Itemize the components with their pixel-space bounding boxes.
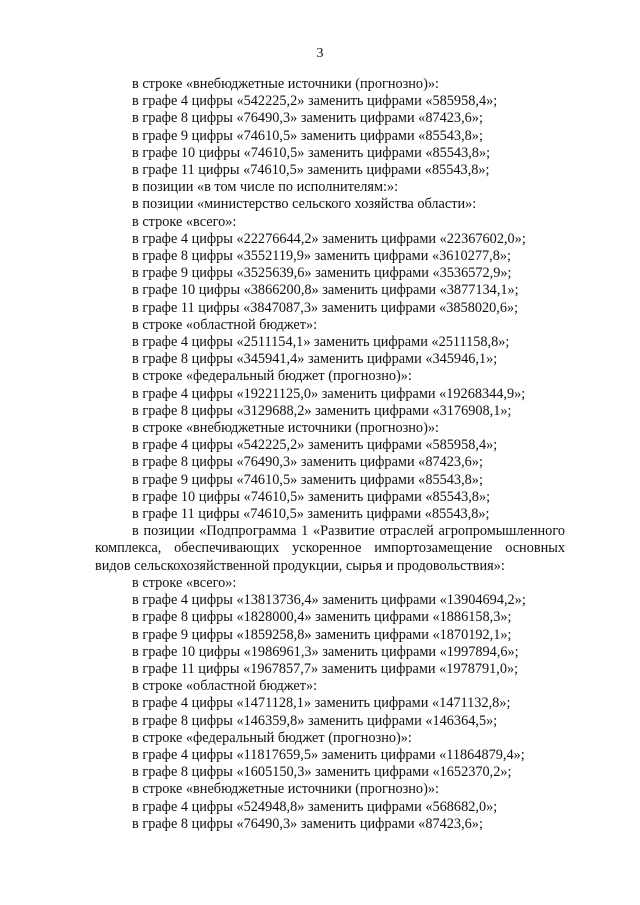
subprogram-paragraph: в позиции «Подпрограмма 1 «Развитие отраслей агропромышленного комплекса, обеспечивающих ускоренное импортозамещение основных видов сельскохозяйственной продукции, сырья и продовольствия»: xyxy=(95,523,565,574)
amendments-block-1 xyxy=(95,76,565,523)
text-line: в графе 4 цифры «2511154,1» заменить цифрами «2511158,8»; xyxy=(132,334,510,351)
text-line: в позиции «министерство сельского хозяйства области»: xyxy=(132,196,477,213)
text-line: в графе 10 цифры «1986961,3» заменить цифрами «1997894,6»; xyxy=(132,643,519,660)
text-line: в графе 11 цифры «74610,5» заменить цифрами «85543,8»; xyxy=(132,506,490,523)
text-line: в графе 4 цифры «1471128,1» заменить цифрами «1471132,8»; xyxy=(132,695,511,712)
text-line: в графе 8 цифры «146359,8» заменить цифрами «146364,5»; xyxy=(132,712,498,729)
text-line: в графе 8 цифры «345941,4» заменить цифрами «345946,1»; xyxy=(132,351,498,368)
text-line: в графе 11 цифры «1967857,7» заменить цифрами «1978791,0»; xyxy=(132,660,519,677)
text-line: в графе 9 цифры «1859258,8» заменить цифрами «1870192,1»; xyxy=(132,626,512,643)
text-line: в графе 8 цифры «76490,3» заменить цифрами «87423,6»; xyxy=(132,110,483,127)
text-line: в графе 9 цифры «74610,5» заменить цифрами «85543,8»; xyxy=(132,471,483,488)
page-number: 3 xyxy=(316,46,324,61)
document-body xyxy=(95,76,565,833)
text-line: в строке «федеральный бюджет (прогнозно)»: xyxy=(132,729,412,746)
text-line: в строке «внебюджетные источники (прогнозно)»: xyxy=(132,76,439,92)
text-line: в строке «внебюджетные источники (прогнозно)»: xyxy=(132,781,439,798)
text-line: в графе 11 цифры «74610,5» заменить цифрами «85543,8»; xyxy=(132,162,490,179)
text-line: в графе 4 цифры «542225,2» заменить цифрами «585958,4»; xyxy=(132,437,498,454)
text-line: в графе 4 цифры «524948,8» заменить цифрами «568682,0»; xyxy=(132,798,498,815)
text-line: в строке «внебюджетные источники (прогнозно)»: xyxy=(132,420,439,437)
text-line: в графе 8 цифры «76490,3» заменить цифрами «87423,6»; xyxy=(132,815,483,832)
text-line: в строке «всего»: xyxy=(132,574,237,591)
text-line: в графе 8 цифры «76490,3» заменить цифрами «87423,6»; xyxy=(132,454,483,471)
text-line: в графе 4 цифры «19221125,0» заменить цифрами «19268344,9»; xyxy=(132,385,526,402)
text-line: в графе 8 цифры «3552119,9» заменить цифрами «3610277,8»; xyxy=(132,248,511,265)
text-line: в графе 10 цифры «74610,5» заменить цифрами «85543,8»; xyxy=(132,144,491,161)
text-line: в строке «областной бюджет»: xyxy=(132,316,318,333)
text-line: в графе 8 цифры «1828000,4» заменить цифрами «1886158,3»; xyxy=(132,609,512,626)
amendments-block-2 xyxy=(95,575,565,833)
text-line: в графе 10 цифры «74610,5» заменить цифрами «85543,8»; xyxy=(132,488,491,505)
text-line: в строке «федеральный бюджет (прогнозно)»: xyxy=(132,368,412,385)
text-line: в графе 9 цифры «3525639,6» заменить цифрами «3536572,9»; xyxy=(132,265,512,282)
text-line: в графе 4 цифры «11817659,5» заменить цифрами «11864879,4»; xyxy=(132,746,525,763)
text-line: в графе 4 цифры «22276644,2» заменить цифрами «22367602,0»; xyxy=(132,230,526,247)
text-line: в строке «всего»: xyxy=(132,213,237,230)
text-line: в графе 4 цифры «542225,2» заменить цифрами «585958,4»; xyxy=(132,93,498,110)
text-line: в графе 8 цифры «1605150,3» заменить цифрами «1652370,2»; xyxy=(132,764,512,781)
text-line: в графе 11 цифры «3847087,3» заменить цифрами «3858020,6»; xyxy=(132,299,519,316)
text-line: в графе 10 цифры «3866200,8» заменить цифрами «3877134,1»; xyxy=(132,282,519,299)
text-line: в графе 8 цифры «3129688,2» заменить цифрами «3176908,1»; xyxy=(132,402,512,419)
text-line: в строке «областной бюджет»: xyxy=(132,678,318,695)
text-line: в графе 9 цифры «74610,5» заменить цифрами «85543,8»; xyxy=(132,127,483,144)
text-line: в графе 4 цифры «13813736,4» заменить цифрами «13904694,2»; xyxy=(132,592,526,609)
text-line: в позиции «в том числе по исполнителям:»: xyxy=(132,179,399,196)
